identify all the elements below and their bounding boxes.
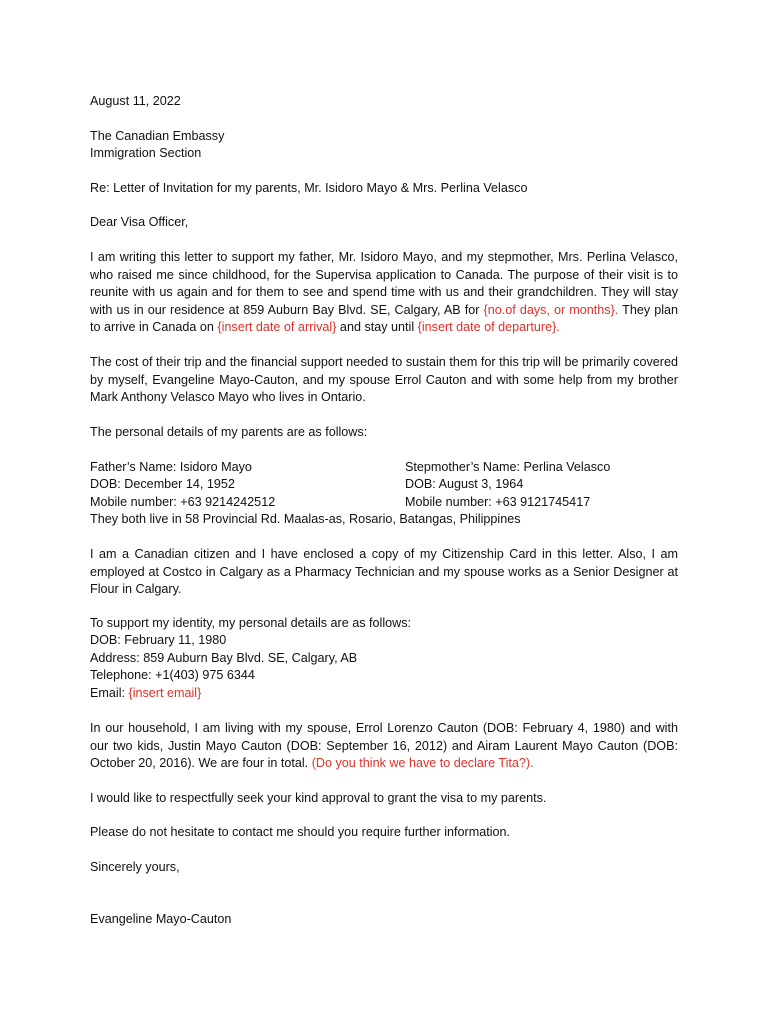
recipient-line-2: Immigration Section xyxy=(90,146,202,160)
identity-address: Address: 859 Auburn Bay Blvd. SE, Calgary, AB xyxy=(90,651,358,665)
signature-name: Evangeline Mayo-Cauton xyxy=(90,912,232,926)
placeholder-departure-date: {insert date of departure}. xyxy=(417,320,560,334)
father-mobile: Mobile number: +63 9214242512 xyxy=(90,495,276,509)
identity-email xyxy=(90,685,201,703)
letter-date: August 11, 2022 xyxy=(90,94,181,108)
parents-residence: They both live in 58 Provincial Rd. Maalas-as, Rosario, Batangas, Philippines xyxy=(90,512,521,526)
salutation: Dear Visa Officer, xyxy=(90,215,189,229)
placeholder-arrival-date: {insert date of arrival} xyxy=(217,320,337,334)
paragraph-purpose-text-c: and stay until xyxy=(336,320,418,334)
stepmother-name: Stepmother’s Name: Perlina Velasco xyxy=(405,460,611,474)
paragraph-financial-support: The cost of their trip and the financial support needed to sustain them for this trip will be primarily covered by myself, Evangeline Mayo-Cauton, and my spouse Errol Cauton and with some help from my brother Mark Anthony Velasco Mayo who lives in Ontario. xyxy=(90,355,678,404)
closing: Sincerely yours, xyxy=(90,860,180,874)
email-label: Email: xyxy=(90,686,129,700)
paragraph-purpose-text-a: I am writing this letter to support my father, Mr. Isidoro Mayo, and my stepmother, Mrs. Perlina Velasco, who raised me since childhood, for the Supervisa application to Canada. The purpose of their visit is to reunite with us again and for them to see and spend time with us and their grandchildren. They will stay with us in our residence at 859 Auburn Bay Blvd. SE, Calgary, AB for xyxy=(90,250,678,317)
recipient-line-1: The Canadian Embassy xyxy=(90,129,225,143)
father-dob: DOB: December 14, 1952 xyxy=(90,477,235,491)
paragraph-purpose xyxy=(90,249,678,337)
identity-dob: DOB: February 11, 1980 xyxy=(90,633,227,647)
paragraph-contact: Please do not hesitate to contact me should you require further information. xyxy=(90,825,511,839)
paragraph-citizenship: I am a Canadian citizen and I have enclosed a copy of my Citizenship Card in this letter. Also, I am employed at Costco in Calgary as a Pharmacy Technician and my spouse works as a Senior Designer at Flour in Calgary. xyxy=(90,547,678,596)
paragraph-purpose-text-b: They plan to arrive in Canada on xyxy=(90,302,679,334)
identity-telephone: Telephone: +1(403) 975 6344 xyxy=(90,668,255,682)
paragraph-household-text: In our household, I am living with my spouse, Errol Lorenzo Cauton (DOB: February 4, 1980) and with our two kids, Justin Mayo Cauton (DOB: September 16, 2012) and Airam Laurent Mayo Cauton (DOB: October 20, 2016). We are four in total. xyxy=(90,721,678,770)
household-question: (Do you think we have to declare Tita?). xyxy=(311,756,534,770)
subject-line: Re: Letter of Invitation for my parents, Mr. Isidoro Mayo & Mrs. Perlina Velasco xyxy=(90,181,528,195)
identity-intro: To support my identity, my personal details are as follows: xyxy=(90,616,412,630)
father-name: Father’s Name: Isidoro Mayo xyxy=(90,460,252,474)
stepmother-dob: DOB: August 3, 1964 xyxy=(405,477,524,491)
paragraph-household xyxy=(90,720,678,773)
placeholder-duration: {no.of days, or months}. xyxy=(483,302,619,317)
parents-details-intro: The personal details of my parents are as follows: xyxy=(90,425,368,439)
placeholder-email: {insert email} xyxy=(128,686,202,700)
paragraph-request: I would like to respectfully seek your kind approval to grant the visa to my parents. xyxy=(90,791,547,805)
stepmother-mobile: Mobile number: +63 9121745417 xyxy=(405,495,591,509)
